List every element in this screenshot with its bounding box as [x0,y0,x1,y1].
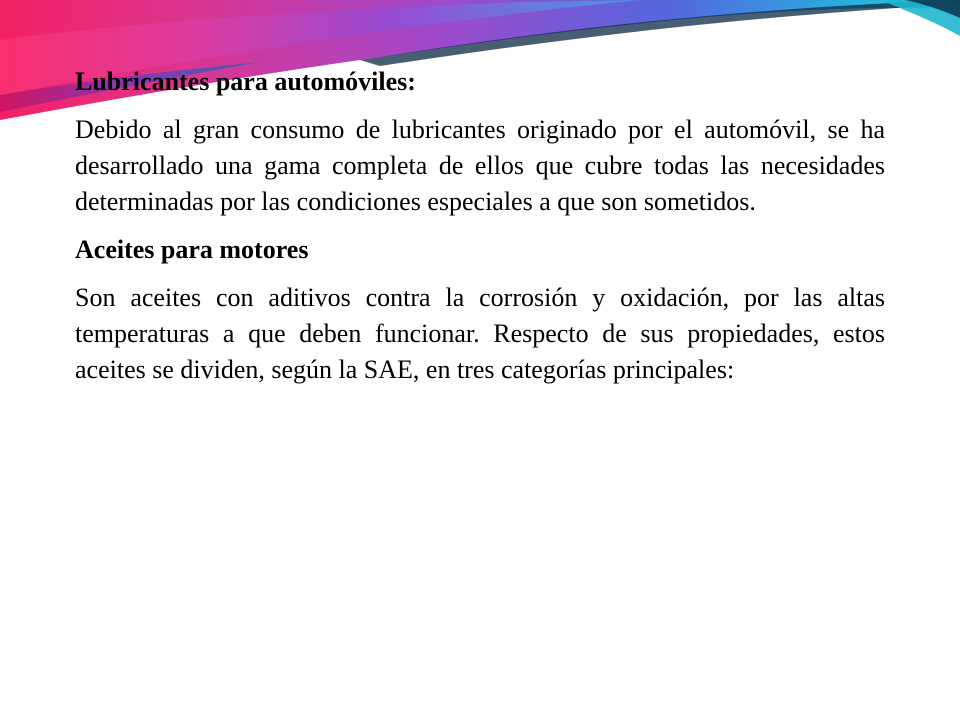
heading-lubricantes: Lubricantes para automóviles: [75,67,416,96]
heading-aceites: Aceites para motores [75,235,309,264]
paragraph-lubricantes: Debido al gran consumo de lubricantes originado por el automóvil, se ha desarrollado una gama completa de ellos que cubre todas las necesidades determinadas por las condiciones especiales a que son sometidos. [75,115,885,216]
paragraph-aceites: Son aceites con aditivos contra la corrosión y oxidación, por las altas temperaturas a que deben funcionar. Respecto de sus propiedades, estos aceites se dividen, según la SAE, en tres categorías principales: [75,283,885,384]
slide-content [75,64,885,400]
